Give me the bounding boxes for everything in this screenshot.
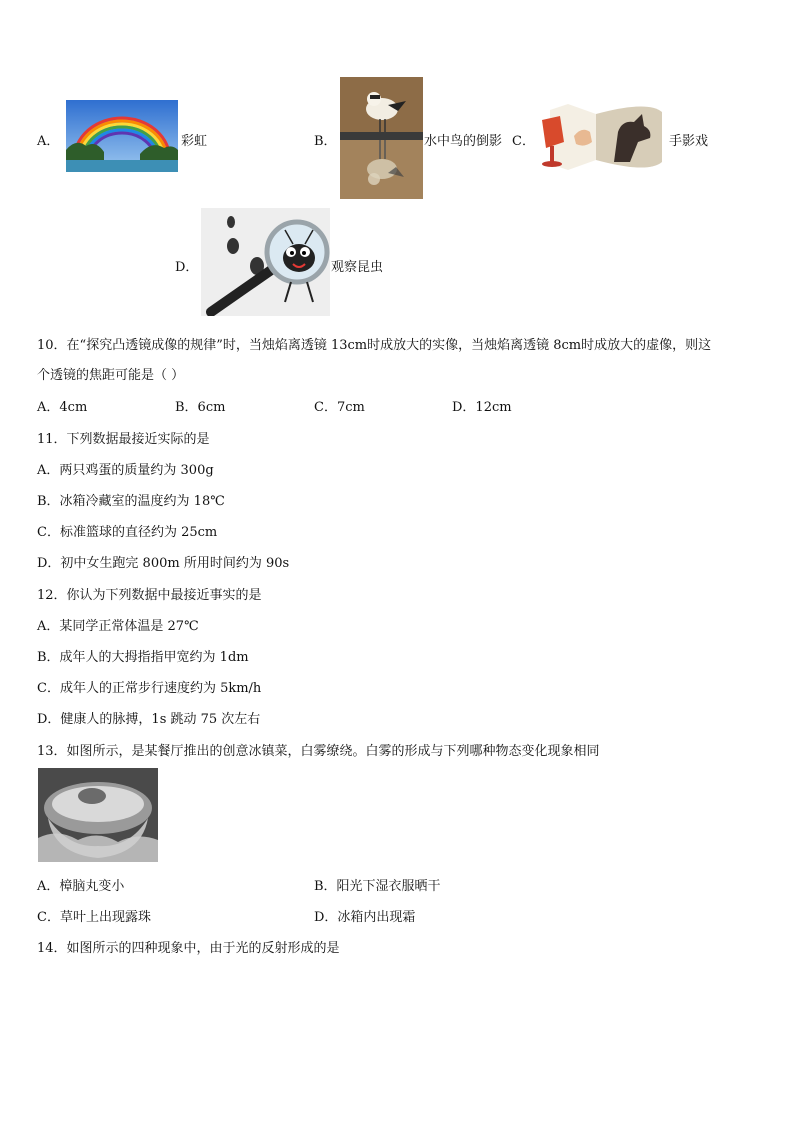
q12-option-b: B．成年人的大拇指指甲宽约为 1dm [37, 650, 249, 665]
q10-option-c: C．7cm [314, 400, 365, 415]
q10-stem-line2: 个透镜的焦距可能是（ ） [37, 368, 185, 383]
option-b-caption: 水中鸟的倒影 [424, 134, 503, 149]
q12-option-a: A．某同学正常体温是 27℃ [37, 619, 199, 634]
q12-option-c: C．成年人的正常步行速度约为 5km/h [37, 681, 262, 696]
q11-option-a: A．两只鸡蛋的质量约为 300g [37, 463, 214, 478]
option-c-letter: C． [512, 134, 535, 149]
rainbow-image [66, 100, 178, 172]
hand-shadow-image [538, 102, 665, 172]
magnifier-insect-image [201, 208, 330, 316]
q11-option-d: D．初中女生跑完 800m 所用时间约为 90s [37, 556, 290, 571]
q11-option-c: C．标准篮球的直径约为 25cm [37, 525, 218, 540]
q10-stem-line1: 10．在“探究凸透镜成像的规律”时，当烛焰离透镜 13cm时成放大的实像，当烛焰离透镜 8cm时成放大的虚像，则这 [37, 338, 712, 353]
q14-stem: 14．如图所示的四种现象中，由于光的反射形成的是 [37, 941, 340, 956]
option-d-letter: D． [175, 260, 199, 275]
option-a-caption: 彩虹 [181, 134, 208, 149]
q12-stem: 12．你认为下列数据中最接近事实的是 [37, 588, 262, 603]
q13-stem: 13．如图所示，是某餐厅推出的创意冰镇菜，白雾缭绕。白雾的形成与下列哪种物态变化现象相同 [37, 744, 600, 759]
q10-option-d: D．12cm [452, 400, 512, 415]
option-a-letter: A． [37, 134, 60, 149]
q13-option-d: D．冰箱内出现霜 [314, 910, 416, 925]
q10-option-a: A．4cm [37, 400, 88, 415]
q11-stem: 11．下列数据最接近实际的是 [37, 432, 210, 447]
q11-option-b: B．冰箱冷藏室的温度约为 18℃ [37, 494, 225, 509]
q13-option-c: C．草叶上出现露珠 [37, 910, 151, 925]
bird-reflection-image [340, 77, 423, 199]
q13-option-b: B．阳光下湿衣服晒干 [314, 879, 441, 894]
icy-dish-image [38, 768, 158, 862]
q10-option-b: B．6cm [175, 400, 226, 415]
option-b-letter: B． [314, 134, 337, 149]
option-d-caption: 观察昆虫 [331, 260, 384, 275]
q13-option-a: A．樟脑丸变小 [37, 879, 125, 894]
option-c-caption: 手影戏 [669, 134, 709, 149]
q12-option-d: D．健康人的脉搏，1s 跳动 75 次左右 [37, 712, 261, 727]
